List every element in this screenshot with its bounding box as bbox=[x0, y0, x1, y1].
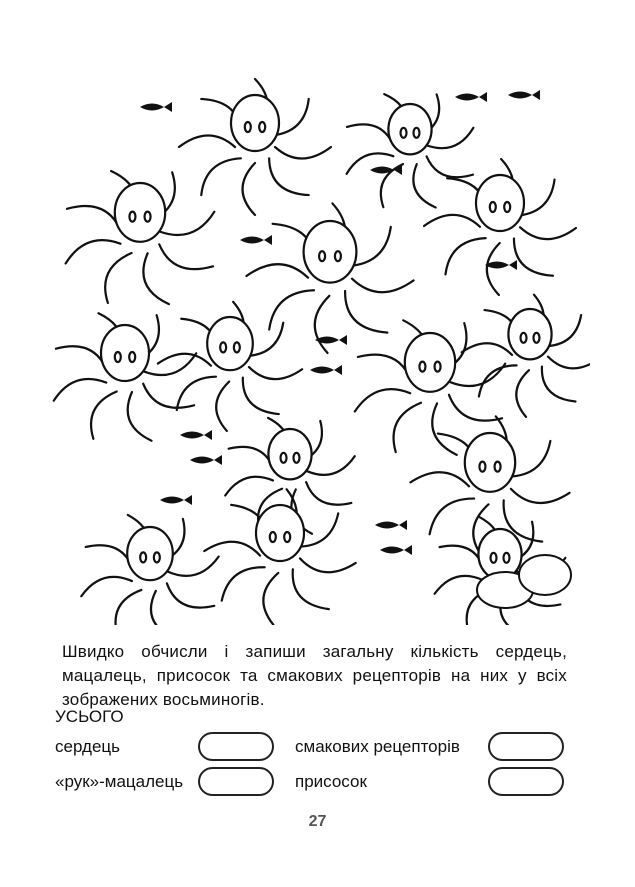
suckers-answer-box[interactable] bbox=[488, 767, 564, 796]
total-label: УСЬОГО bbox=[55, 707, 124, 726]
octopus bbox=[54, 313, 196, 440]
octopus bbox=[158, 302, 302, 431]
octopus bbox=[462, 295, 590, 417]
taste-receptors-label: смакових рецепторів bbox=[295, 737, 460, 756]
fish bbox=[190, 455, 222, 465]
tentacles-label: «рук»-мацалець bbox=[55, 772, 184, 791]
fish bbox=[180, 430, 212, 440]
hearts-label: сердець bbox=[55, 737, 120, 756]
octopus-illustration bbox=[30, 45, 590, 625]
suckers-label: присосок bbox=[295, 772, 367, 791]
fish bbox=[485, 260, 517, 270]
fish bbox=[508, 90, 540, 100]
fish bbox=[380, 545, 412, 555]
page-number: 27 bbox=[308, 813, 327, 830]
octopus bbox=[424, 159, 576, 295]
octopus bbox=[66, 171, 215, 304]
octopus bbox=[204, 489, 355, 624]
fish bbox=[240, 235, 272, 245]
taste-receptors-answer-box[interactable] bbox=[488, 732, 564, 761]
rock bbox=[519, 555, 571, 595]
tentacles-answer-box[interactable] bbox=[198, 767, 274, 796]
fish bbox=[140, 102, 172, 112]
hearts-answer-box[interactable] bbox=[198, 732, 274, 761]
octopus bbox=[179, 79, 331, 215]
fish bbox=[455, 92, 487, 102]
fish bbox=[160, 495, 192, 505]
octopus bbox=[246, 203, 413, 353]
octopus bbox=[81, 515, 218, 625]
fish bbox=[375, 520, 407, 530]
fish bbox=[310, 365, 342, 375]
octopus bbox=[347, 94, 474, 207]
task-instruction: Швидко обчисли і запиши загальну кількість сердець, мацалець, присосок та смакових рецепторів на них у всіх зображених восьминогів. bbox=[62, 642, 567, 709]
